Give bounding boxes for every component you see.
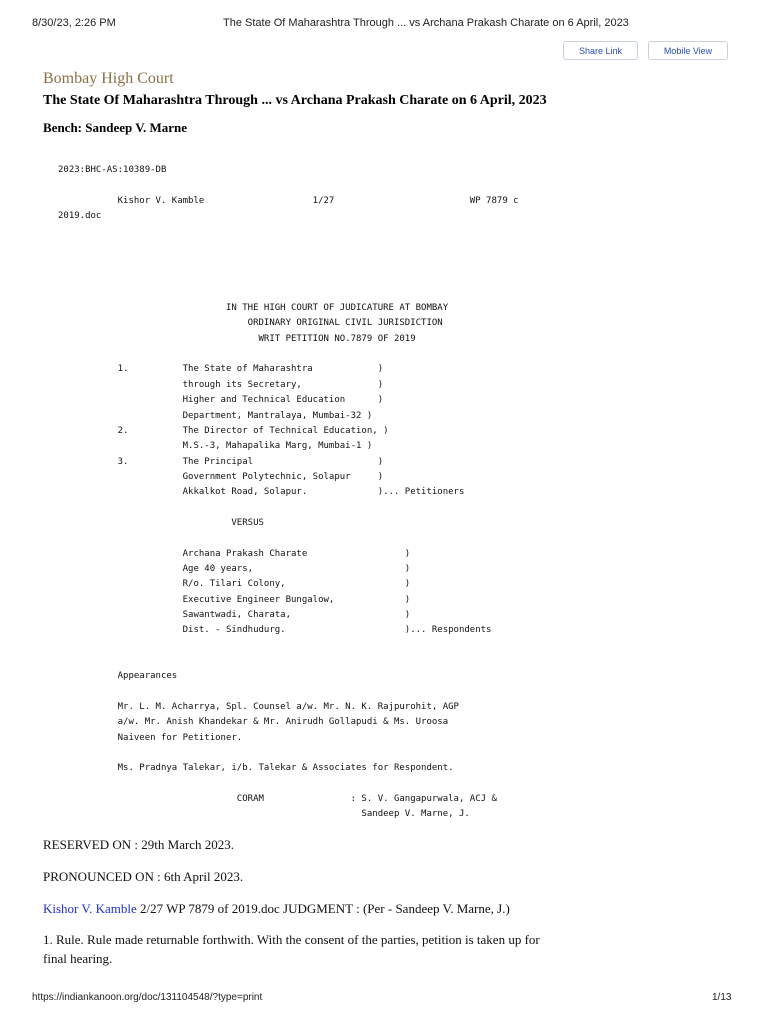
- document-title: The State Of Maharashtra Through ... vs Archana Prakash Charate on 6 April, 2023: [43, 93, 547, 108]
- court-name: Bombay High Court: [43, 70, 174, 87]
- print-datetime: 8/30/23, 2:26 PM: [32, 17, 116, 29]
- bench-line: Bench: Sandeep V. Marne: [43, 120, 187, 135]
- pronounced-on: PRONOUNCED ON : 6th April 2023.: [43, 869, 244, 884]
- reserved-on: RESERVED ON : 29th March 2023.: [43, 837, 235, 852]
- share-link-button[interactable]: Share Link: [563, 41, 638, 60]
- footer-page-number: 1/13: [712, 992, 732, 1003]
- footer-url: https://indiankanoon.org/doc/131104548/?type=print: [32, 992, 263, 1003]
- paragraph-1: 1. Rule. Rule made returnable forthwith. With the consent of the parties, petition is taken up for final hearing.: [43, 932, 540, 966]
- author-link[interactable]: Kishor V. Kamble: [43, 901, 137, 916]
- judgment-preformatted-text: 2023:BHC-AS:10389-DB Kishor V. Kamble 1/27 WP 7879 c 2019.doc IN THE HIGH COURT OF JUDICATURE AT BOMBAY ORDINARY ORIGINAL CIVIL JURISDICTION WRIT PETITION NO.7879 OF 2019 1. The State of Maharashtra ) through its Secretary, ) Higher and Technical Education ) Department, Mantralaya, Mumbai-32 ) 2. The Director of Technical Education, ) M.S.-3, Mahapalika Marg, Mumbai-1 ) 3. The Principal ) Government Polytechnic, Solapur ) Akkalkot Road, Solapur. )... Petitioners VERSUS Archana Prakash Charate ) Age 40 years, ) R/o. Tilari Colony, ) Executive Engineer Bungalow, ) Sawantwadi, Charata, ) Dist. - Sindhudurg. )... Respondents Appearances Mr. L. M. Acharrya, Spl. Counsel a/w. Mr. N. K. Rajpurohit, AGP a/w. Mr. Anish Khandekar & Mr. Anirudh Gollapudi & Ms. Uroosa Naiveen for Petitioner. Ms. Pradnya Talekar, i/b. Talekar & Associates for Respondent. CORAM : S. V. Gangapurwala, ACJ & Sandeep V. Marne, J.: [58, 165, 519, 820]
- judgment-heading: [43, 899, 563, 918]
- print-page-title: The State Of Maharashtra Through ... vs Archana Prakash Charate on 6 April, 2023: [223, 17, 629, 29]
- mobile-view-button[interactable]: Mobile View: [648, 41, 728, 60]
- judgment-heading-text: 2/27 WP 7879 of 2019.doc JUDGMENT : (Per - Sandeep V. Marne, J.): [136, 901, 510, 916]
